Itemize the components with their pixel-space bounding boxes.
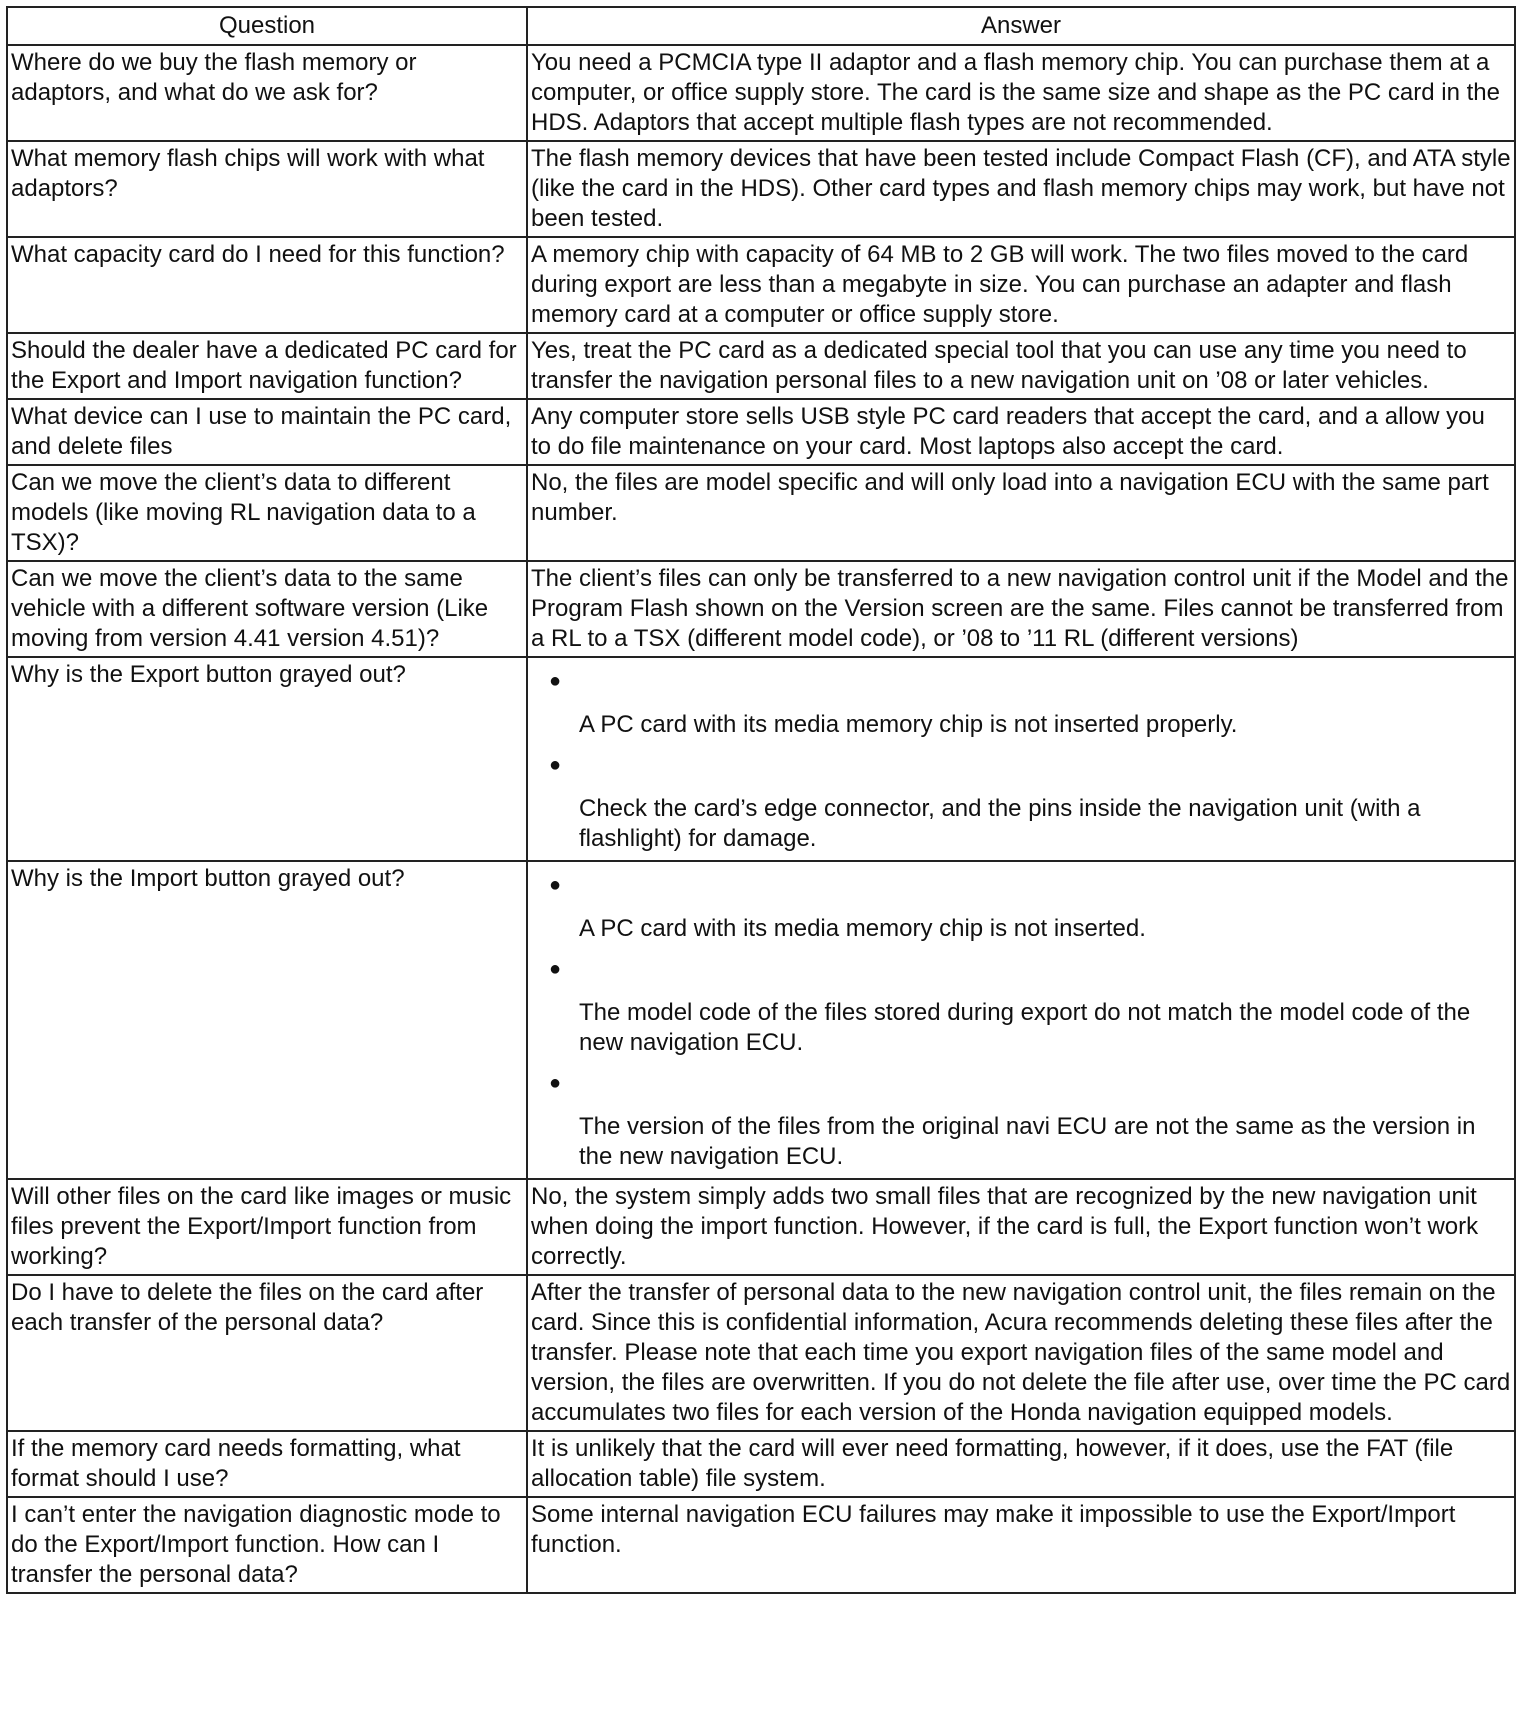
bullet-icon: ● [549, 1072, 562, 1094]
bullet-text: A PC card with its media memory chip is not inserted properly. [579, 711, 1238, 738]
table-row [7, 861, 1515, 1179]
list-item [531, 948, 1511, 1062]
question-cell: If the memory card needs formatting, what format should I use? [7, 1431, 527, 1497]
question-cell: What device can I use to maintain the PC card, and delete files [7, 399, 527, 465]
question-cell: Will other files on the card like images or music files prevent the Export/Import function from working? [7, 1179, 527, 1275]
answer-cell: Yes, treat the PC card as a dedicated special tool that you can use any time you need to transfer the navigation personal files to a new navigation unit on ’08 or later vehicles. [527, 333, 1515, 399]
answer-bullet-list [531, 660, 1511, 858]
table-row [7, 1179, 1515, 1275]
question-column-header: Question [7, 7, 527, 45]
faq-table [6, 6, 1516, 1594]
answer-cell: A memory chip with capacity of 64 MB to 2 GB will work. The two files moved to the card during export are less than a megabyte in size. You can purchase an adapter and flash memory card at a computer or office supply store. [527, 237, 1515, 333]
bullet-text: The model code of the files stored during export do not match the model code of the new navigation ECU. [579, 999, 1471, 1056]
table-row [7, 237, 1515, 333]
bullet-text: A PC card with its media memory chip is not inserted. [579, 915, 1146, 942]
table-row [7, 141, 1515, 237]
list-item [531, 660, 1511, 744]
question-cell: I can’t enter the navigation diagnostic mode to do the Export/Import function. How can I transfer the personal data? [7, 1497, 527, 1593]
question-cell: Should the dealer have a dedicated PC card for the Export and Import navigation function? [7, 333, 527, 399]
answer-cell: No, the system simply adds two small files that are recognized by the new navigation unit when doing the import function. However, if the card is full, the Export function won’t work correctly. [527, 1179, 1515, 1275]
answer-cell: You need a PCMCIA type II adaptor and a flash memory chip. You can purchase them at a computer, or office supply store. The card is the same size and shape as the PC card in the HDS. Adaptors that accept multiple flash types are not recommended. [527, 45, 1515, 141]
bullet-icon: ● [549, 754, 562, 776]
table-row [7, 45, 1515, 141]
table-row [7, 333, 1515, 399]
list-item [531, 864, 1511, 948]
table-row [7, 1497, 1515, 1593]
question-cell: Where do we buy the flash memory or adaptors, and what do we ask for? [7, 45, 527, 141]
table-row [7, 465, 1515, 561]
table-row [7, 399, 1515, 465]
faq-table-body [7, 45, 1515, 1593]
answer-cell: The flash memory devices that have been tested include Compact Flash (CF), and ATA style (like the card in the HDS). Other card types and flash memory chips may work, but have not been tested. [527, 141, 1515, 237]
faq-table-container [6, 6, 1514, 1594]
question-cell: Why is the Export button grayed out? [7, 657, 527, 861]
answer-cell [527, 861, 1515, 1179]
question-cell: Can we move the client’s data to different models (like moving RL navigation data to a TSX)? [7, 465, 527, 561]
bullet-icon: ● [549, 874, 562, 896]
list-item [531, 1062, 1511, 1176]
answer-cell: Some internal navigation ECU failures may make it impossible to use the Export/Import function. [527, 1497, 1515, 1593]
bullet-icon: ● [549, 958, 562, 980]
table-row [7, 1431, 1515, 1497]
answer-column-header: Answer [527, 7, 1515, 45]
table-header-row [7, 7, 1515, 45]
table-row [7, 657, 1515, 861]
bullet-text: Check the card’s edge connector, and the pins inside the navigation unit (with a flashlight) for damage. [579, 795, 1421, 852]
bullet-icon: ● [549, 670, 562, 692]
question-cell: Why is the Import button grayed out? [7, 861, 527, 1179]
answer-cell: The client’s files can only be transferred to a new navigation control unit if the Model and the Program Flash shown on the Version screen are the same. Files cannot be transferred from a RL to a TSX (different model code), or ’08 to ’11 RL (different versions) [527, 561, 1515, 657]
question-cell: What capacity card do I need for this function? [7, 237, 527, 333]
question-cell: What memory flash chips will work with what adaptors? [7, 141, 527, 237]
answer-cell: After the transfer of personal data to the new navigation control unit, the files remain on the card. Since this is confidential information, Acura recommends deleting these files after the transfer. Please note that each time you export navigation files of the same model and version, the files are overwritten. If you do not delete the file after use, over time the PC card accumulates two files for each version of the Honda navigation equipped models. [527, 1275, 1515, 1431]
table-row [7, 561, 1515, 657]
answer-cell: No, the files are model specific and will only load into a navigation ECU with the same part number. [527, 465, 1515, 561]
table-row [7, 1275, 1515, 1431]
question-cell: Can we move the client’s data to the same vehicle with a different software version (Like moving from version 4.41 version 4.51)? [7, 561, 527, 657]
list-item [531, 744, 1511, 858]
bullet-text: The version of the files from the original navi ECU are not the same as the version in the new navigation ECU. [579, 1113, 1476, 1170]
answer-cell: Any computer store sells USB style PC card readers that accept the card, and a allow you to do file maintenance on your card. Most laptops also accept the card. [527, 399, 1515, 465]
question-cell: Do I have to delete the files on the card after each transfer of the personal data? [7, 1275, 527, 1431]
answer-cell: It is unlikely that the card will ever need formatting, however, if it does, use the FAT (file allocation table) file system. [527, 1431, 1515, 1497]
answer-bullet-list [531, 864, 1511, 1176]
answer-cell [527, 657, 1515, 861]
